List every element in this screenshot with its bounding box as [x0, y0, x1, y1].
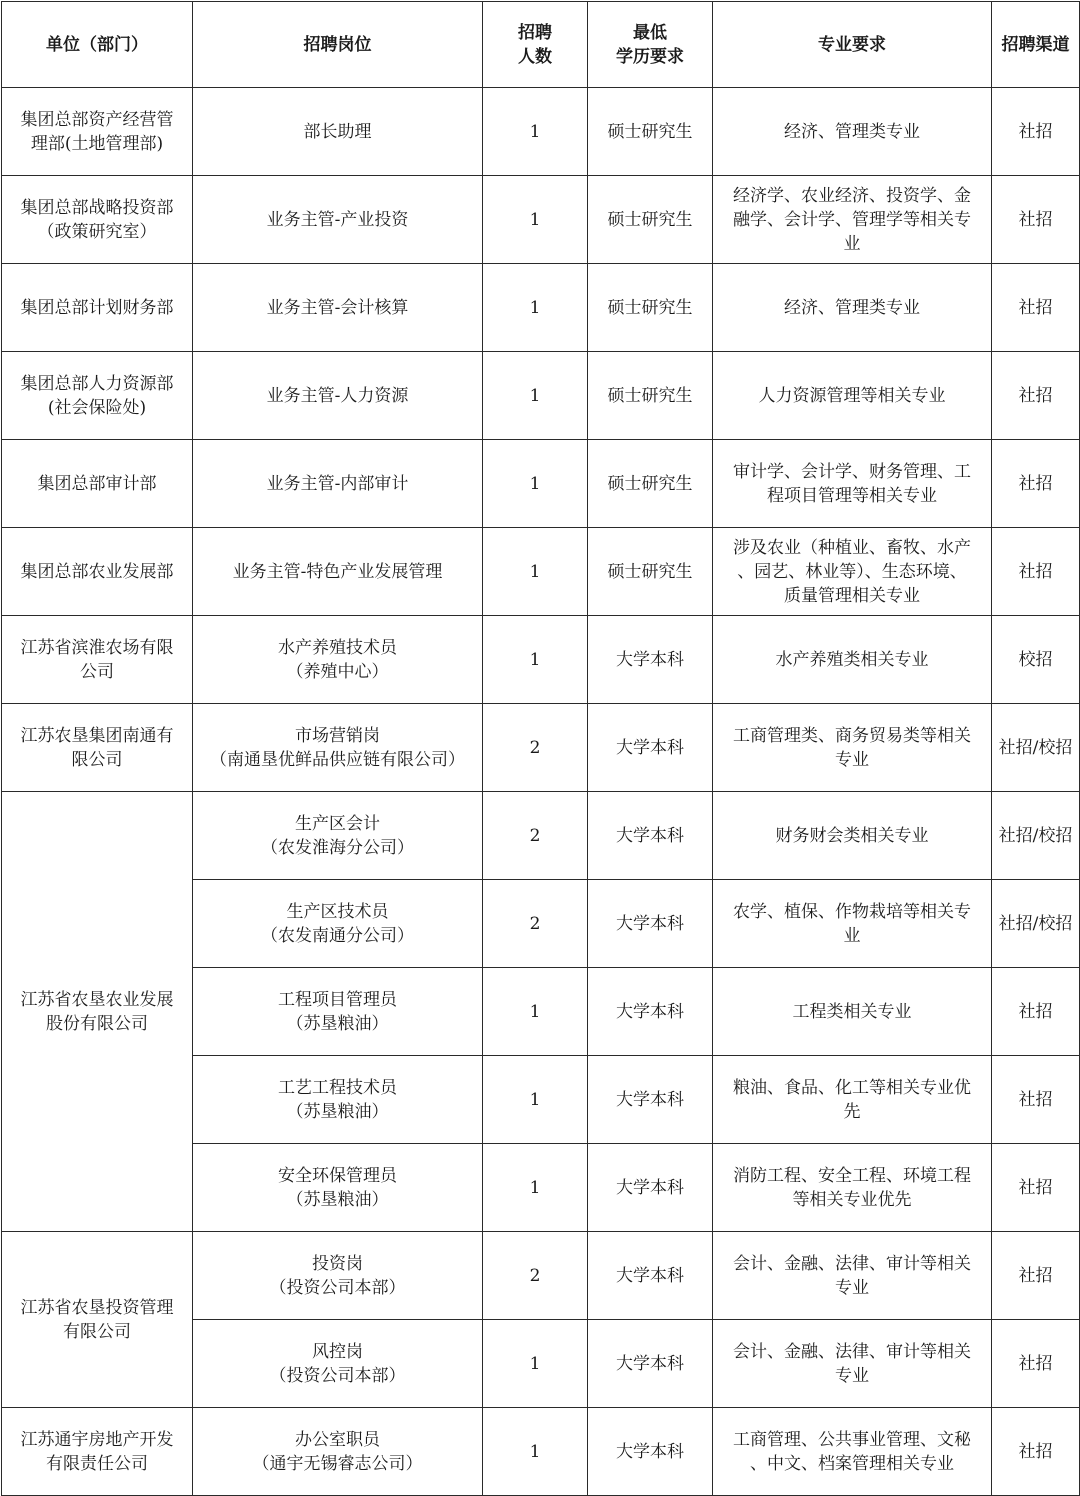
cell-education: 大学本科 [588, 1408, 713, 1496]
cell-count: 1 [483, 1056, 588, 1144]
cell-channel: 社招 [992, 176, 1080, 264]
table-row [2, 1408, 1080, 1496]
cell-channel: 社招 [992, 1232, 1080, 1320]
cell-major: 会计、金融、法律、审计等相关 专业 [713, 1320, 992, 1408]
table-row [2, 1232, 1080, 1320]
cell-channel: 社招 [992, 1056, 1080, 1144]
cell-education: 硕士研究生 [588, 528, 713, 616]
cell-unit: 集团总部农业发展部 [2, 528, 193, 616]
cell-unit: 江苏省滨淮农场有限 公司 [2, 616, 193, 704]
cell-channel: 社招/校招 [992, 880, 1080, 968]
cell-major: 审计学、会计学、财务管理、工 程项目管理等相关专业 [713, 440, 992, 528]
cell-major: 经济学、农业经济、投资学、金 融学、会计学、管理学等相关专 业 [713, 176, 992, 264]
cell-count: 2 [483, 1232, 588, 1320]
cell-position: 业务主管-内部审计 [193, 440, 483, 528]
cell-education: 大学本科 [588, 1056, 713, 1144]
header-count: 招聘 人数 [483, 2, 588, 88]
cell-channel: 社招 [992, 1144, 1080, 1232]
cell-major: 涉及农业（种植业、畜牧、水产 、园艺、林业等）、生态环境、 质量管理相关专业 [713, 528, 992, 616]
cell-major: 经济、管理类专业 [713, 88, 992, 176]
cell-education: 大学本科 [588, 1232, 713, 1320]
cell-major: 财务财会类相关专业 [713, 792, 992, 880]
cell-unit: 江苏省农垦农业发展 股份有限公司 [2, 792, 193, 1232]
header-channel: 招聘渠道 [992, 2, 1080, 88]
cell-unit: 集团总部审计部 [2, 440, 193, 528]
cell-position: 业务主管-会计核算 [193, 264, 483, 352]
table-row [2, 792, 1080, 880]
cell-major: 工商管理类、商务贸易类等相关 专业 [713, 704, 992, 792]
cell-count: 1 [483, 1144, 588, 1232]
cell-position: 投资岗 （投资公司本部） [193, 1232, 483, 1320]
cell-channel: 社招 [992, 1408, 1080, 1496]
cell-channel: 社招 [992, 264, 1080, 352]
cell-count: 1 [483, 528, 588, 616]
cell-count: 1 [483, 88, 588, 176]
cell-education: 硕士研究生 [588, 176, 713, 264]
cell-position: 业务主管-产业投资 [193, 176, 483, 264]
cell-position: 工程项目管理员 （苏垦粮油） [193, 968, 483, 1056]
cell-count: 1 [483, 176, 588, 264]
header-unit: 单位（部门） [2, 2, 193, 88]
cell-unit: 江苏省农垦投资管理 有限公司 [2, 1232, 193, 1408]
cell-unit: 江苏通宇房地产开发 有限责任公司 [2, 1408, 193, 1496]
cell-major: 粮油、食品、化工等相关专业优 先 [713, 1056, 992, 1144]
cell-position: 安全环保管理员 （苏垦粮油） [193, 1144, 483, 1232]
cell-major: 工商管理、公共事业管理、文秘 、中文、档案管理相关专业 [713, 1408, 992, 1496]
cell-position: 市场营销岗 （南通垦优鲜品供应链有限公司） [193, 704, 483, 792]
cell-education: 大学本科 [588, 968, 713, 1056]
cell-education: 大学本科 [588, 1320, 713, 1408]
cell-count: 1 [483, 352, 588, 440]
cell-education: 硕士研究生 [588, 352, 713, 440]
cell-major: 经济、管理类专业 [713, 264, 992, 352]
cell-major: 农学、植保、作物栽培等相关专 业 [713, 880, 992, 968]
cell-education: 大学本科 [588, 792, 713, 880]
cell-major: 会计、金融、法律、审计等相关 专业 [713, 1232, 992, 1320]
table-row [2, 704, 1080, 792]
cell-position: 生产区技术员 （农发南通分公司） [193, 880, 483, 968]
cell-education: 硕士研究生 [588, 440, 713, 528]
cell-channel: 社招/校招 [992, 792, 1080, 880]
cell-channel: 社招 [992, 352, 1080, 440]
cell-major: 消防工程、安全工程、环境工程 等相关专业优先 [713, 1144, 992, 1232]
cell-count: 1 [483, 1320, 588, 1408]
cell-education: 硕士研究生 [588, 264, 713, 352]
table-row [2, 528, 1080, 616]
table-row [2, 616, 1080, 704]
header-row [2, 2, 1080, 88]
cell-count: 1 [483, 616, 588, 704]
recruitment-table [1, 1, 1080, 1496]
table-row [2, 264, 1080, 352]
cell-major: 工程类相关专业 [713, 968, 992, 1056]
cell-education: 硕士研究生 [588, 88, 713, 176]
cell-position: 风控岗 （投资公司本部） [193, 1320, 483, 1408]
cell-position: 生产区会计 （农发淮海分公司） [193, 792, 483, 880]
cell-education: 大学本科 [588, 880, 713, 968]
cell-count: 2 [483, 792, 588, 880]
cell-channel: 社招 [992, 968, 1080, 1056]
cell-position: 水产养殖技术员 （养殖中心） [193, 616, 483, 704]
header-position: 招聘岗位 [193, 2, 483, 88]
cell-count: 2 [483, 880, 588, 968]
cell-channel: 社招 [992, 440, 1080, 528]
table-row [2, 88, 1080, 176]
cell-channel: 社招 [992, 1320, 1080, 1408]
table-row [2, 440, 1080, 528]
cell-unit: 集团总部资产经营管 理部(土地管理部) [2, 88, 193, 176]
cell-major: 人力资源管理等相关专业 [713, 352, 992, 440]
cell-channel: 社招 [992, 88, 1080, 176]
cell-unit: 江苏农垦集团南通有 限公司 [2, 704, 193, 792]
cell-position: 业务主管-人力资源 [193, 352, 483, 440]
cell-count: 1 [483, 440, 588, 528]
cell-major: 水产养殖类相关专业 [713, 616, 992, 704]
cell-education: 大学本科 [588, 704, 713, 792]
cell-channel: 校招 [992, 616, 1080, 704]
cell-position: 部长助理 [193, 88, 483, 176]
header-major: 专业要求 [713, 2, 992, 88]
cell-unit: 集团总部计划财务部 [2, 264, 193, 352]
cell-count: 2 [483, 704, 588, 792]
header-education: 最低 学历要求 [588, 2, 713, 88]
cell-position: 业务主管-特色产业发展管理 [193, 528, 483, 616]
cell-education: 大学本科 [588, 616, 713, 704]
table-row [2, 352, 1080, 440]
cell-unit: 集团总部战略投资部 （政策研究室） [2, 176, 193, 264]
cell-count: 1 [483, 1408, 588, 1496]
cell-count: 1 [483, 264, 588, 352]
cell-channel: 社招/校招 [992, 704, 1080, 792]
cell-channel: 社招 [992, 528, 1080, 616]
cell-position: 工艺工程技术员 （苏垦粮油） [193, 1056, 483, 1144]
cell-count: 1 [483, 968, 588, 1056]
cell-unit: 集团总部人力资源部 (社会保险处) [2, 352, 193, 440]
table-row [2, 176, 1080, 264]
cell-education: 大学本科 [588, 1144, 713, 1232]
cell-position: 办公室职员 （通宇无锡睿志公司） [193, 1408, 483, 1496]
